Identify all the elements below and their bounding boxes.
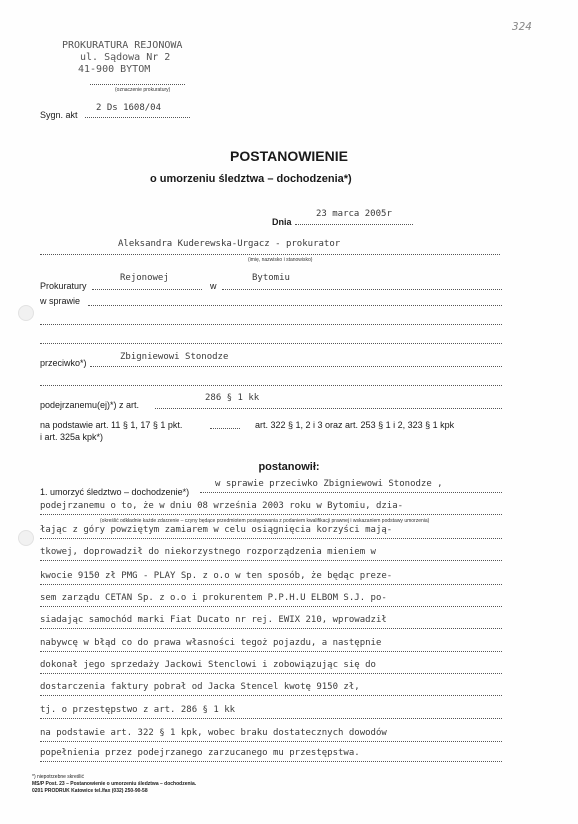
prokuratury-value: Rejonowej [120, 273, 169, 283]
body-line: w sprawie przeciwko Zbigniewowi Stonodze , [215, 479, 443, 489]
body-line: nabywcę w błąd co do prawa własności tegoż pojazdu, a następnie [40, 638, 382, 648]
body-line: na podstawie art. 322 § 1 kpk, wobec braku dostatecznych dowodów [40, 728, 387, 738]
stamp-line-2: ul. Sądowa Nr 2 [80, 52, 171, 63]
footer-printer: 0201 PRODRUK Katowice tel./fax (032) 250-90-58 [32, 788, 148, 794]
przeciwko-value: Zbigniewowi Stonodze [120, 352, 229, 362]
prokuratury-w-label: w [210, 281, 217, 291]
prosecutor-office-stamp [62, 40, 182, 76]
body-line: popełnienia przez podejrzanego zarzucanego mu przestępstwa. [40, 748, 360, 758]
body-caption: (określić odkładnie każde zdarzenie – czyny będące przedmiotem postępowania z podaniem kwalifikacji prawnej i wskazaniem podstawy umorzenia) [100, 518, 430, 524]
body-line: podejrzanemu o to, że w dniu 08 września 2003 roku w Bytomiu, dzia- [40, 501, 404, 511]
document-subtitle: o umorzeniu śledztwa – dochodzenia*) [150, 173, 352, 185]
stamp-caption: (oznaczenie prokuratury) [115, 87, 171, 93]
body-line: sem zarządu CETAN Sp. z o.o i prokurentem P.P.H.U ELBOM S.J. po- [40, 593, 387, 603]
footer-form: MS/P Post. 23 – Postanowienie o umorzeniu śledztwa – dochodzenia. [32, 781, 197, 787]
sygn-value: 2 Ds 1608/04 [96, 103, 162, 113]
podejrzanemu-label: podejrzanemu(ej)*) z art. [40, 400, 140, 410]
page-number: 324 [512, 20, 532, 33]
footer-note: *) niepotrzebne skreślić [32, 774, 84, 780]
podstawa-line2: i art. 325a kpk*) [40, 432, 104, 442]
postanowil-heading: postanowił: [258, 461, 320, 473]
body-line: dostarczenia faktury pobrał od Jacka Stencel kwotę 9150 zł, [40, 682, 360, 692]
podstawa-middle: art. 322 § 1, 2 i 3 oraz art. 253 § 1 i 2, 323 § 1 kpk [255, 420, 455, 430]
body-line: tkowej, doprowadził do niekorzystnego rozporządzenia mieniem w [40, 547, 376, 557]
prosecutor-caption: (imię, nazwisko i stanowisko) [248, 257, 313, 263]
podstawa-label: na podstawie art. 11 § 1, 17 § 1 pkt. [40, 420, 183, 430]
body-line: dokonał jego sprzedaży Jackowi Stenclowi i zobowiązując się do [40, 660, 376, 670]
stamp-line-3: 41-900 BYTOM [78, 64, 151, 75]
punch-hole [18, 530, 34, 546]
przeciwko-label: przeciwko*) [40, 358, 87, 368]
w-sprawie-label: w sprawie [40, 296, 81, 306]
punch-hole [18, 305, 34, 321]
document-title: POSTANOWIENIE [230, 148, 348, 164]
stamp-line-1: PROKURATURA REJONOWA [62, 40, 183, 51]
prokuratury-city: Bytomiu [252, 273, 290, 283]
podejrzanemu-value: 286 § 1 kk [205, 393, 260, 403]
body-line: kwocie 9150 zł PMG - PLAY Sp. z o.o w ten sposób, że będąc preze- [40, 571, 393, 581]
body-line: tj. o przestępstwo z art. 286 § 1 kk [40, 705, 236, 715]
point1-label: 1. umorzyć śledztwo – dochodzenie*) [40, 487, 190, 497]
sygn-label: Sygn. akt [40, 110, 78, 120]
date-value: 23 marca 2005r [316, 209, 392, 219]
body-line: łając z góry powziętym zamiarem w celu osiągnięcia korzyści mają- [40, 525, 393, 535]
prosecutor-name: Aleksandra Kuderewska-Urgacz - prokurator [118, 239, 341, 249]
date-label: Dnia [272, 217, 292, 227]
body-line: siadając samochód marki Fiat Ducato nr rej. EWIX 210, wprowadził [40, 615, 387, 625]
prokuratury-label: Prokuratury [40, 281, 87, 291]
